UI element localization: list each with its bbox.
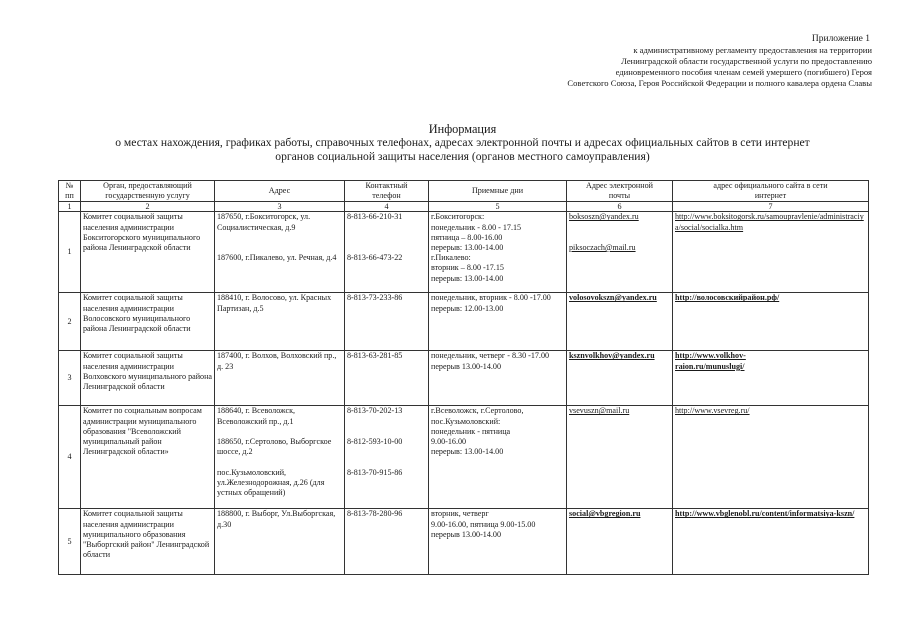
email-link[interactable]: boksoszn@yandex.ru xyxy=(569,212,639,222)
email-link[interactable]: piksoczach@mail.ru xyxy=(569,242,636,252)
email-link[interactable]: ksznvolkhov@yandex.ru xyxy=(569,351,655,361)
column-number: 5 xyxy=(429,202,567,212)
days-cell: понедельник, четверг - 8.30 -17.00 перерыв 13.00-14.00 xyxy=(429,351,567,406)
address-cell: 188800, г. Выборг, Ул.Выборгская, д.30 xyxy=(215,509,345,575)
row-number: 5 xyxy=(59,509,81,575)
table-row xyxy=(59,293,869,351)
site-cell xyxy=(673,509,869,575)
document-title xyxy=(40,122,885,164)
title-main: Информация xyxy=(428,122,497,136)
row-number: 3 xyxy=(59,351,81,406)
site-link[interactable]: http://www.volkhov-raion.ru/munuslugi/ xyxy=(675,351,746,371)
header-organ: Орган, предоставляющий государственную услугу xyxy=(81,181,215,202)
days-cell: вторник, четверг 9.00-16.00, пятница 9.00-15.00 перерыв 13.00-14.00 xyxy=(429,509,567,575)
column-number: 3 xyxy=(215,202,345,212)
header-email: Адрес электронной почты xyxy=(567,181,673,202)
email-link[interactable]: social@vbgregion.ru xyxy=(569,509,641,519)
table-row xyxy=(59,212,869,293)
address-line: 188650, г.Сертолово, Выборгское шоссе, д.2 xyxy=(217,437,332,457)
site-cell xyxy=(673,212,869,293)
organ-cell: Комитет социальной защиты населения администрации Бокситогорского муниципального района Ленинградской области xyxy=(81,212,215,293)
days-cell: г.Бокситогорск: понедельник - 8.00 - 17.15 пятница – 8.00-16.00 перерыв: 13.00-14.00 г.Пикалево: вторник – 8.00 -17.15 перерыв: 13.00-14.00 xyxy=(429,212,567,293)
site-cell xyxy=(673,406,869,509)
column-number: 6 xyxy=(567,202,673,212)
email-cell xyxy=(567,293,673,351)
header-site: адрес официального сайта в сети интернет xyxy=(673,181,869,202)
site-cell xyxy=(673,293,869,351)
email-cell xyxy=(567,406,673,509)
appendix-block xyxy=(567,34,872,89)
row-number: 1 xyxy=(59,212,81,293)
phone-number: 8-812-593-10-00 xyxy=(347,436,403,446)
appendix-line: к административному регламенту предоставления на территории xyxy=(633,45,872,55)
address-cell: 187400, г. Волхов, Волховский пр., д. 23 xyxy=(215,351,345,406)
header-row xyxy=(59,181,869,202)
table-row xyxy=(59,406,869,509)
header-phone: Контактный телефон xyxy=(345,181,429,202)
column-number-row xyxy=(59,202,869,212)
days-cell: г.Всеволожск, г.Сертолово, пос.Кузьмоловский: понедельник - пятница 9.00-16.00 перерыв: 13.00-14.00 xyxy=(429,406,567,509)
appendix-line: Советского Союза, Героя Российской Федерации и полного кавалера ордена Славы xyxy=(567,78,872,88)
phone-cell xyxy=(345,212,429,293)
appendix-heading: Приложение 1 xyxy=(811,34,870,44)
email-link[interactable]: volosovokszn@yandex.ru xyxy=(569,293,657,303)
table-row xyxy=(59,351,869,406)
column-number: 1 xyxy=(59,202,81,212)
column-number: 7 xyxy=(673,202,869,212)
phone-cell: 8-813-73-233-86 xyxy=(345,293,429,351)
header-days: Приемные дни xyxy=(429,181,567,202)
site-link[interactable]: http://волосовскийрайон.рф/ xyxy=(675,293,780,303)
phone-number: 8-813-70-202-13 xyxy=(347,406,403,416)
row-number: 4 xyxy=(59,406,81,509)
info-table xyxy=(58,180,869,575)
phone-number: 8-813-66-473-22 xyxy=(347,253,403,263)
column-number: 2 xyxy=(81,202,215,212)
days-cell: понедельник, вторник - 8.00 -17.00 перерыв: 12.00-13.00 xyxy=(429,293,567,351)
email-cell xyxy=(567,212,673,293)
address-cell: 188410, г. Волосово, ул. Красных Партизан, д.5 xyxy=(215,293,345,351)
title-line: о местах нахождения, графиках работы, справочных телефонах, адресах электронной почты и адресах официальных сайтов в сети интернет xyxy=(115,136,810,149)
phone-cell: 8-813-63-281-85 xyxy=(345,351,429,406)
organ-cell: Комитет социальной защиты населения администрации Волховского муниципального района Ленинградской области xyxy=(81,351,215,406)
address-line: 188640, г. Всеволожск, Всеволожский пр., д.1 xyxy=(217,406,296,426)
address-cell xyxy=(215,406,345,509)
title-line: органов социальной защиты населения (органов местного самоуправления) xyxy=(275,150,650,163)
row-number: 2 xyxy=(59,293,81,351)
phone-cell xyxy=(345,406,429,509)
phone-number: 8-813-70-915-86 xyxy=(347,467,403,477)
site-link[interactable]: http://www.vsevreg.ru/ xyxy=(675,406,750,416)
header-no: № пп xyxy=(59,181,81,202)
email-cell xyxy=(567,351,673,406)
appendix-line: Ленинградской области государственной услуги по предоставлению xyxy=(621,56,872,66)
header-address: Адрес xyxy=(215,181,345,202)
address-line: 187600, г.Пикалево, ул. Речная, д.4 xyxy=(217,253,337,263)
email-link[interactable]: vsevuszn@mail.ru xyxy=(569,406,630,416)
address-cell xyxy=(215,212,345,293)
site-link[interactable]: http://www.boksitogorsk.ru/samoupravlenie/administraciya/social/socialka.htm xyxy=(675,212,864,232)
address-line: 187650, г.Бокситогорск, ул. Социалистическая, д.9 xyxy=(217,212,311,232)
appendix-line: единовременного пособия членам семей умершего (погибшего) Героя xyxy=(615,67,872,77)
organ-cell: Комитет по социальным вопросам администрации муниципального образования "Всеволожский муниципальный район Ленинградской области» xyxy=(81,406,215,509)
organ-cell: Комитет социальной защиты населения администрации муниципального образования "Выборгский район" Ленинградской области xyxy=(81,509,215,575)
table-row xyxy=(59,509,869,575)
phone-number: 8-813-66-210-31 xyxy=(347,212,403,222)
phone-cell: 8-813-78-280-96 xyxy=(345,509,429,575)
column-number: 4 xyxy=(345,202,429,212)
site-link[interactable]: http://www.vbglenobl.ru/content/informatsiya-kszn/ xyxy=(675,509,855,519)
email-cell xyxy=(567,509,673,575)
site-cell xyxy=(673,351,869,406)
organ-cell: Комитет социальной защиты населения администрации Волосовского муниципального района Ленинградской области xyxy=(81,293,215,351)
address-line: пос.Кузьмоловский, ул.Железнодорожная, д.26 (для устных обращений) xyxy=(217,467,325,497)
